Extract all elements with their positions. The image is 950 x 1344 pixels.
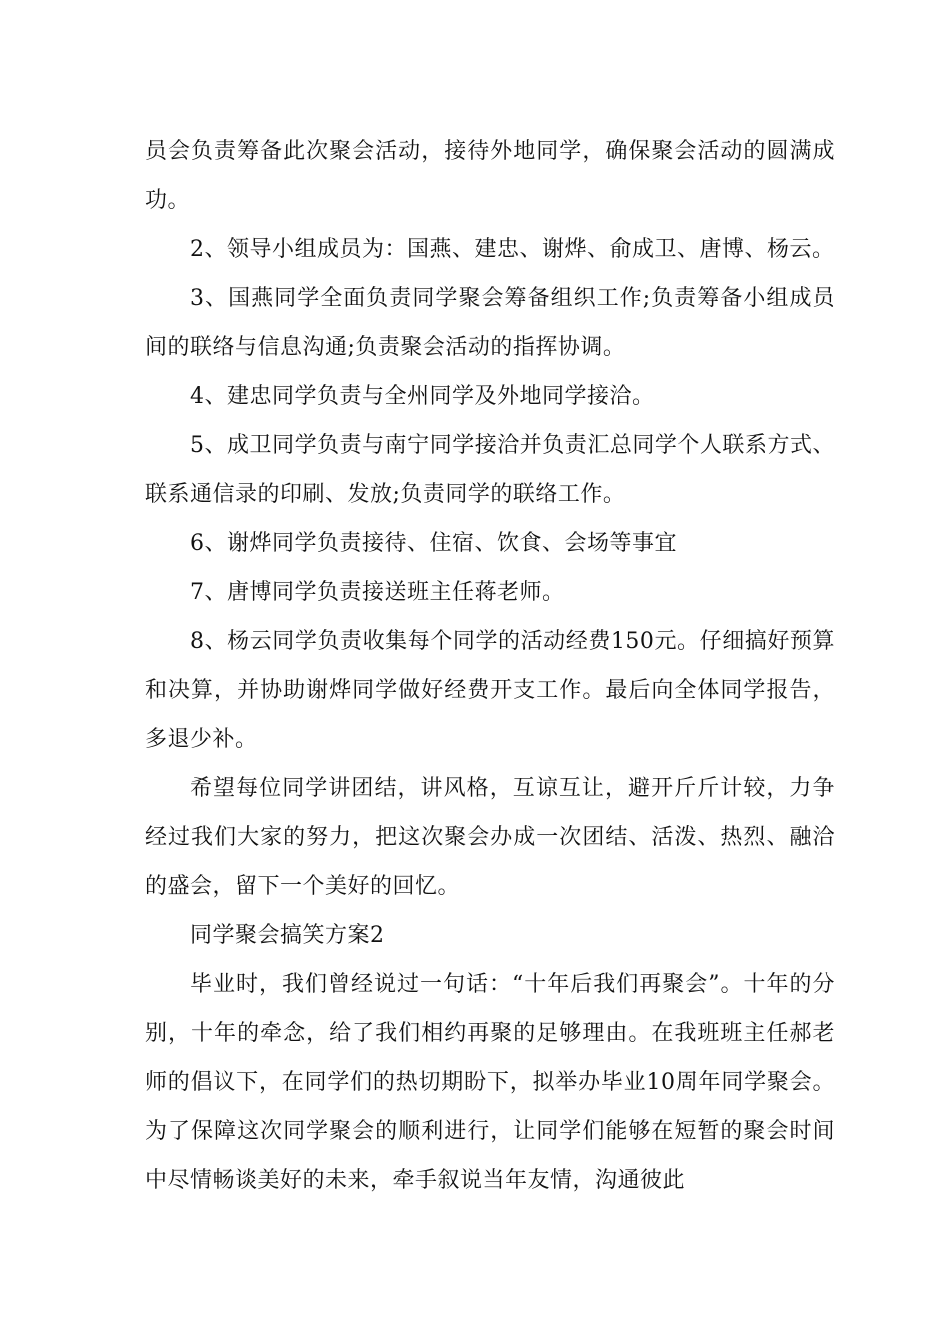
paragraph-6: 6、谢烨同学负责接待、住宿、饮食、会场等事宜 bbox=[190, 531, 677, 556]
paragraph-2: 2、领导小组成员为：国燕、建忠、谢烨、俞成卫、唐博、杨云。 bbox=[190, 237, 835, 262]
paragraph-1: 员会负责筹备此次聚会活动，接待外地同学，确保聚会活动的圆满成功。 bbox=[145, 139, 835, 213]
paragraph-9: 希望每位同学讲团结，讲风格，互谅互让，避开斤斤计较，力争经过我们大家的努力，把这次聚会办成一次团结、活泼、热烈、融洽的盛会，留下一个美好的回忆。 bbox=[145, 776, 835, 899]
paragraph-7: 7、唐博同学负责接送班主任蒋老师。 bbox=[190, 580, 565, 605]
document-page bbox=[145, 127, 835, 1205]
paragraph-4: 4、建忠同学负责与全州同学及外地同学接洽。 bbox=[190, 384, 655, 409]
paragraph-11: 毕业时，我们曾经说过一句话：“十年后我们再聚会”。十年的分别，十年的牵念，给了我们相约再聚的足够理由。在我班班主任郝老师的倡议下，在同学们的热切期盼下，拟举办毕业10周年同学聚会。为了保障这次同学聚会的顺利进行，让同学们能够在短暂的聚会时间中尽情畅谈美好的未来，牵手叙说当年友情，沟通彼此 bbox=[145, 972, 835, 1193]
paragraph-8: 8、杨云同学负责收集每个同学的活动经费150元。仔细搞好预算和决算，并协助谢烨同学做好经费开支工作。最后向全体同学报告，多退少补。 bbox=[145, 629, 835, 752]
paragraph-3: 3、国燕同学全面负责同学聚会筹备组织工作;负责筹备小组成员间的联络与信息沟通;负责聚会活动的指挥协调。 bbox=[145, 286, 835, 360]
section-heading: 同学聚会搞笑方案2 bbox=[190, 923, 385, 948]
paragraph-5: 5、成卫同学负责与南宁同学接洽并负责汇总同学个人联系方式、联系通信录的印刷、发放;负责同学的联络工作。 bbox=[145, 433, 835, 507]
